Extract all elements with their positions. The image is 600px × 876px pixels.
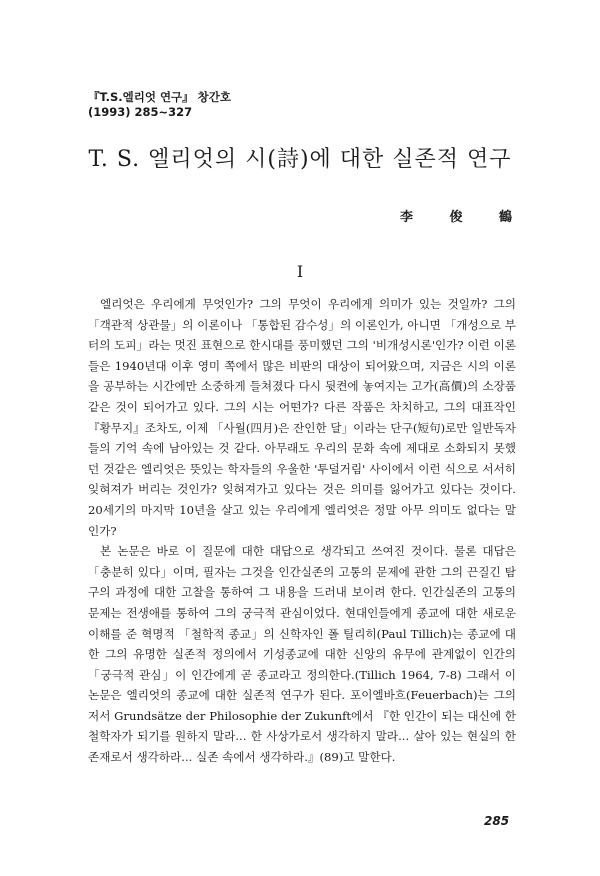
author-char: 鶴 [498, 210, 512, 225]
paragraph: 본 논문은 바로 이 질문에 대한 대답으로 생각되고 쓰여진 것이다. 물론 대답은 「충분히 있다」이며, 필자는 그것을 인간실존의 고통의 문제에 관한 그의 끈질긴 탐구의 과정에 대한 고찰을 통하여 그 내용을 드러내 보이려 한다. 인간실존의 고통의 문제는 전생애를 통하여 그의 궁극적 관심이었다. 현대인들에게 종교에 대한 새로운 이해를 준 혁명적 「철학적 종교」의 신학자인 폴 틸리히(Paul Tillich)는 종교에 대한 그의 유명한 실존적 정의에서 기성종교에 대한 신앙의 유무에 관계없이 인간의 「궁극적 관심」이 인간에게 곧 종교라고 정의한다.(Tillich 1964, 7-8) 그래서 이 논문은 엘리엇의 종교에 대한 실존적 연구가 된다. 포이엘바흐(Feuerbach)는 그의 저서 Grundsätze der Philosophie der Zukunft에서 『한 인간이 되는 대신에 한 철학자가 되기를 원하지 말라... 한 사상가로서 생각하지 말라... 살아 있는 현실의 한 존재로서 생각하라... 실존 속에서 생각하라.』(89)고 말한다. [88, 544, 516, 765]
paper-title: T. S. 엘리엇의 시(詩)에 대한 실존적 연구 [88, 147, 512, 172]
journal-name: 『T.S.엘리엇 연구』 창간호 [88, 90, 231, 104]
journal-year-pages: (1993) 285~327 [88, 105, 193, 119]
journal-citation [88, 90, 231, 120]
author-char: 俊 [449, 210, 463, 225]
section-heading: I [296, 262, 304, 281]
author-char: 李 [400, 210, 414, 225]
author-name [400, 206, 512, 225]
paragraph: 엘리엇은 우리에게 무엇인가? 그의 무엇이 우리에게 의미가 있는 것일까? 그의 「객관적 상관물」의 이론이나 「통합된 감수성」의 이론인가, 아니면 「개성으로 부터의 도피」라는 멋진 표현으로 한시대를 풍미했던 그의 '비개성시론'인가? 이런 이론들은 1940년대 이후 영미 쪽에서 많은 비판의 대상이 되어왔으며, 지금은 시의 이론을 공부하는 시간에만 소중하게 들쳐졌다 다시 뒷켠에 놓여지는 고가(高價)의 소장품 같은 것이 되어가고 있다. 그의 시는 어떤가? 다른 작품은 차치하고, 그의 대표작인 『황무지』조차도, 이제 「사월(四月)은 잔인한 달」이라는 단구(短句)로만 일반독자들의 기억 속에 남아있는 것 같다. 아무래도 우리의 문화 속에 제대로 소화되지 못했던 것같은 엘리엇은 뜻있는 학자들의 우울한 '투덜거림' 사이에서 이런 식으로 서서히 잊혀져가 버리는 것인가? 잊혀져가고 있다는 것은 의미를 잃어가고 있다는 것이다. 20세기의 마지막 10년을 살고 있는 우리에게 엘리엇은 정말 아무 의미도 없다는 말인가? [88, 297, 516, 538]
body-text [88, 294, 516, 768]
page-number: 285 [484, 814, 510, 828]
